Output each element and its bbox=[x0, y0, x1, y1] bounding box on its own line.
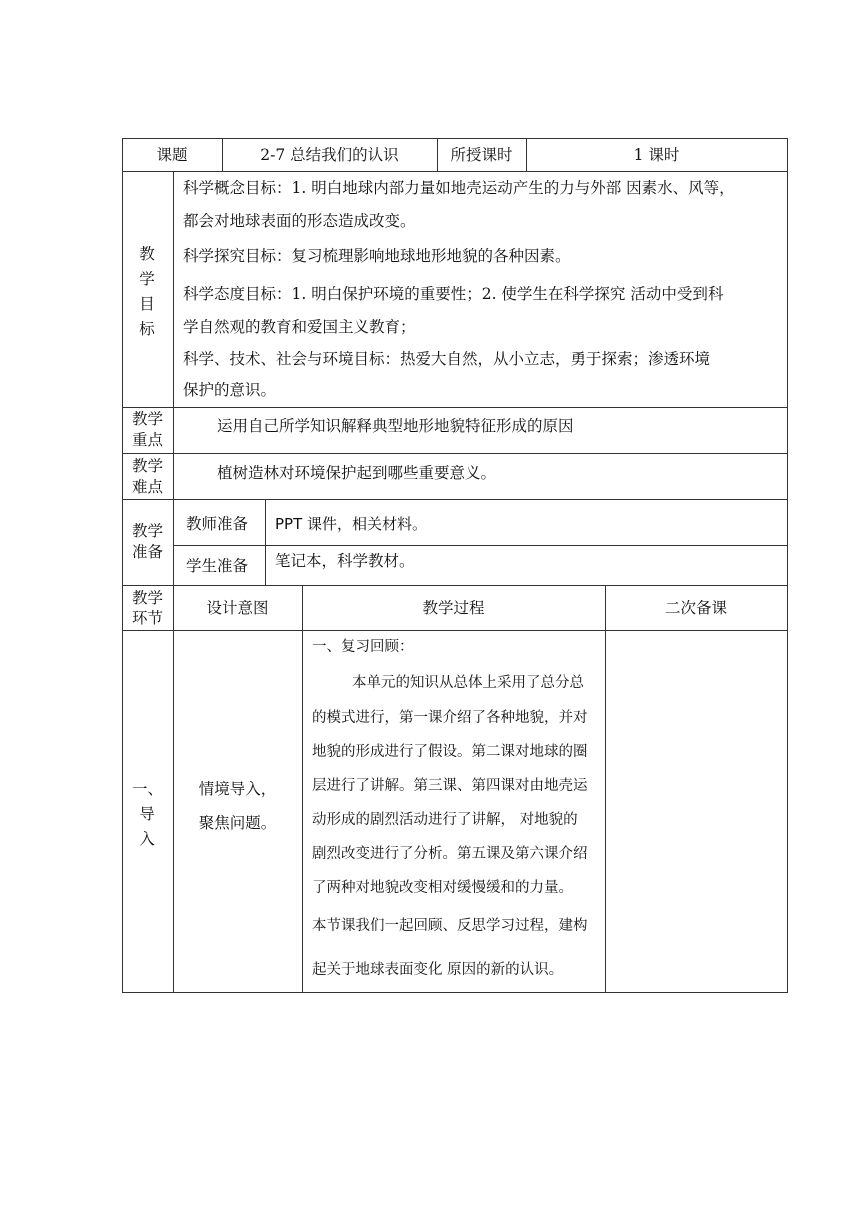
teacher-prep-label: 教师准备 bbox=[186, 515, 249, 533]
objectives-label bbox=[132, 242, 162, 342]
review-paragraph-line: 地貌的形成进行了假设。第二课对地球的圈 bbox=[312, 744, 588, 760]
hours-label: 所授课时 bbox=[450, 146, 513, 164]
closing-line: 本节课我们一起回顾、反思学习过程，建构 bbox=[312, 918, 588, 934]
objectives-label-char: 目 bbox=[139, 295, 155, 313]
preparation-label bbox=[122, 521, 173, 563]
objective-line: 学自然观的教育和爱国主义教育； bbox=[183, 318, 416, 336]
col-divider bbox=[302, 585, 303, 992]
topic-label: 课题 bbox=[156, 146, 188, 164]
objectives-label-char: 标 bbox=[139, 320, 155, 338]
objectives-label-char: 学 bbox=[139, 270, 155, 288]
review-paragraph-line: 剧烈改变进行了分析。第五课及第六课介绍 bbox=[312, 846, 588, 862]
difficulties-label-line: 教学 bbox=[131, 457, 163, 475]
objective-line: 科学、技术、社会与环境目标：热爱大自然，从小立志，勇于探索；渗透环境 bbox=[183, 350, 711, 368]
key-points-label-line: 教学 bbox=[131, 410, 163, 428]
row-divider bbox=[122, 407, 788, 408]
student-prep-label: 学生准备 bbox=[186, 557, 249, 575]
stage-one-label-char: 入 bbox=[139, 830, 155, 848]
design-intent-header: 设计意图 bbox=[206, 599, 269, 617]
review-paragraph-line: 层进行了讲解。第三课、第四课对由地壳运 bbox=[312, 778, 588, 794]
difficulties-label-line: 难点 bbox=[131, 478, 163, 496]
stage-one-intent-line: 情境导入， bbox=[198, 780, 277, 798]
preparation-label-line: 教学 bbox=[131, 522, 163, 540]
stage-one-label bbox=[132, 777, 162, 852]
objective-line: 都会对地球表面的形态造成改变。 bbox=[183, 212, 416, 230]
table-border-bottom bbox=[122, 992, 788, 993]
key-points-label-line: 重点 bbox=[131, 431, 163, 449]
stage-one-intent bbox=[173, 772, 302, 840]
hours-value: 1 课时 bbox=[633, 146, 680, 164]
key-points-text: 运用自己所学知识解释典型地形地貌特征形成的原因 bbox=[217, 417, 574, 435]
teacher-prep-value: PPT 课件，相关材料。 bbox=[275, 515, 428, 533]
row-divider bbox=[122, 585, 788, 586]
review-paragraph-line: 了两种对地貌改变相对缓慢缓和的力量。 bbox=[312, 880, 573, 896]
objectives-label-char: 教 bbox=[139, 245, 155, 263]
difficulties-text: 植树造林对环境保护起到哪些重要意义。 bbox=[217, 464, 497, 482]
difficulties-label bbox=[122, 456, 173, 498]
col-divider bbox=[173, 171, 174, 992]
student-prep-value: 笔记本，科学教材。 bbox=[275, 552, 415, 570]
objective-line: 保护的意识。 bbox=[183, 381, 277, 399]
objective-line: 科学态度目标：1. 明白保护环境的重要性；2. 使学生在科学探究 活动中受到科 bbox=[183, 285, 724, 303]
topic-value: 2-7 总结我们的认识 bbox=[260, 146, 399, 164]
stage-header-line: 教学 bbox=[131, 589, 163, 607]
table-border-right bbox=[787, 138, 788, 993]
review-paragraph-line: 的模式进行，第一课介绍了各种地貌，并对 bbox=[312, 710, 588, 726]
objective-line: 科学探究目标：复习梳理影响地球地形地貌的各种因素。 bbox=[183, 247, 571, 265]
table-border-left bbox=[122, 138, 123, 993]
stage-header-line: 环节 bbox=[131, 609, 163, 627]
closing-line: 起关于地球表面变化 原因的新的认识。 bbox=[312, 962, 564, 978]
stage-one-label-char: 导 bbox=[139, 805, 155, 823]
col-divider bbox=[605, 585, 606, 992]
row-divider bbox=[122, 171, 788, 172]
preparation-label-line: 准备 bbox=[131, 543, 163, 561]
objective-line: 科学概念目标：1. 明白地球内部力量如地壳运动产生的力与外部 因素水、风等， bbox=[183, 179, 735, 197]
col-divider bbox=[265, 499, 266, 585]
stage-one-intent-line: 聚焦问题。 bbox=[198, 814, 277, 832]
review-paragraph-line: 本单元的知识从总体上采用了总分总 bbox=[352, 675, 584, 691]
process-header: 教学过程 bbox=[422, 599, 485, 617]
review-paragraph-line: 动形成的剧烈活动进行了讲解， 对地貌的 bbox=[312, 812, 578, 828]
stage-one-label-char: 一、 bbox=[132, 780, 164, 798]
review-title: 一、复习回顾： bbox=[312, 639, 414, 655]
row-divider bbox=[122, 453, 788, 454]
secondary-prep-header: 二次备课 bbox=[664, 599, 727, 617]
row-divider bbox=[122, 499, 788, 500]
key-points-label bbox=[122, 409, 173, 451]
row-divider bbox=[122, 630, 788, 631]
stage-header bbox=[122, 588, 173, 628]
